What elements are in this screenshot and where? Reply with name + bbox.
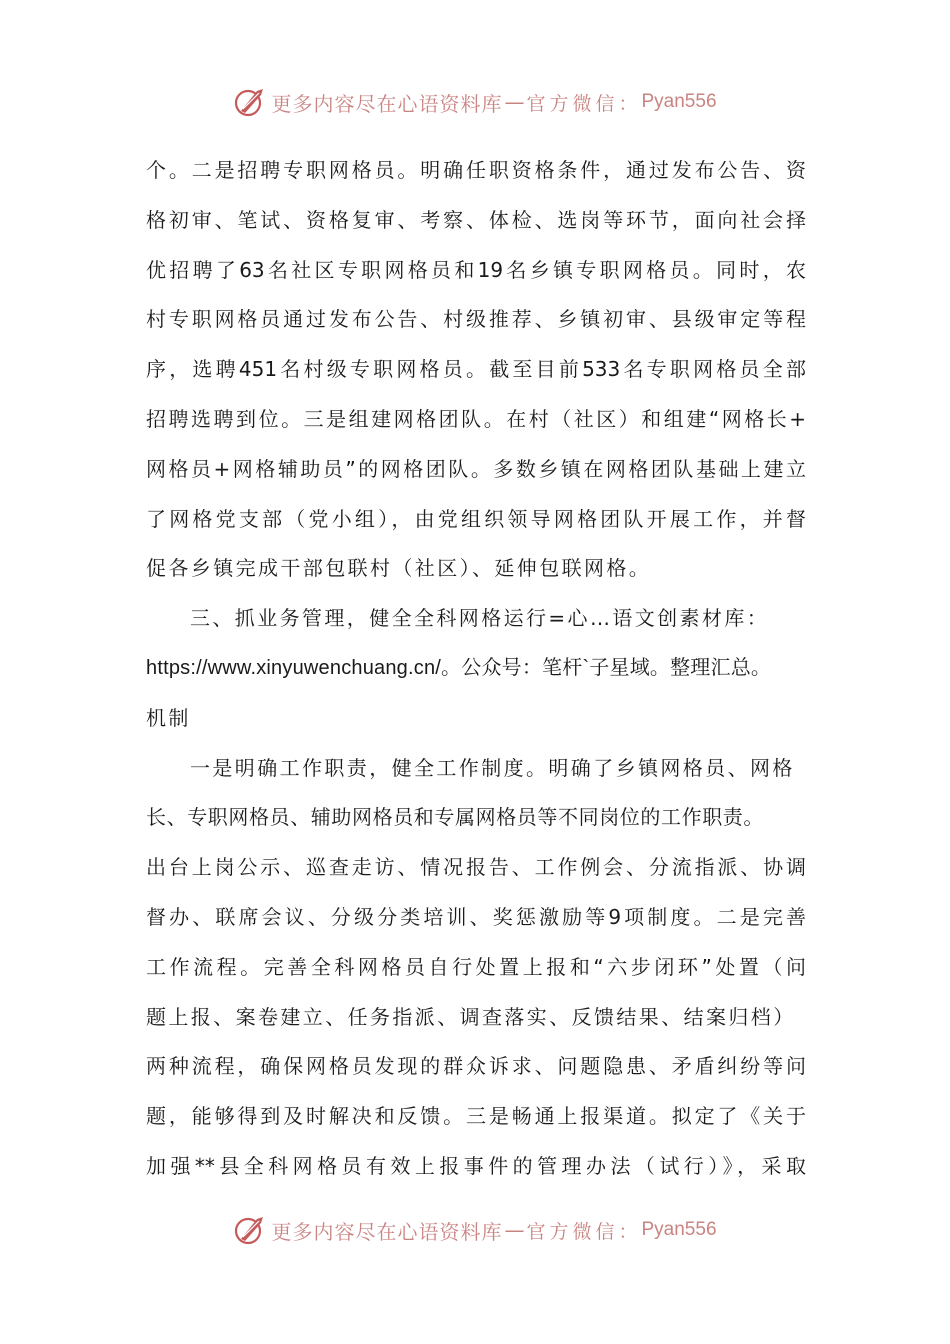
body-line: 题上报、案卷建立、任务指派、调查落实、反馈结果、结案归档） [146,1004,796,1029]
body-line: 督办、联席会议、分级分类培训、奖惩激励等9项制度。二是完善 [146,904,806,929]
body-line: 格初审、笔试、资格复审、考察、体检、选岗等环节，面向社会择 [146,207,806,232]
body-line: 优招聘了63名社区专职网格员和19名乡镇专职网格员。同时，农 [146,257,806,282]
banner-dash: — [504,90,525,114]
quill-logo-icon [233,1213,267,1247]
body-line: 序，选聘451名村级专职网格员。截至目前533名专职网格员全部 [146,357,806,382]
banner-wechat-label: 官方微信： [526,1220,642,1243]
body-line: 个。二是招聘专职网格员。明确任职资格条件，通过发布公告、资 [146,158,806,182]
body-line: 题，能够得到及时解决和反馈。三是畅通上报渠道。拟定了《关于 [146,1104,806,1129]
banner-dash: — [504,1218,525,1242]
banner-wechat-label: 官方微信： [526,92,642,115]
body-line: 招聘选聘到位。三是组建网格团队。在村（社区）和组建“网格长+ [146,406,806,431]
body-line: 加强**县全科网格员有效上报事件的管理办法（试行）》，采取 [146,1153,806,1178]
body-line-url: https://www.xinyuwenchuang.cn/。公众号：笔杆`子星域。整理汇总。 [146,656,772,679]
section-heading-line: 三、抓业务管理，健全全科网格运行=心…语文创素材库： [190,606,770,631]
body-line: 村专职网格员通过发布公告、村级推荐、乡镇初审、县级审定等程 [146,307,806,332]
body-line: 出台上岗公示、巡查走访、情况报告、工作例会、分流指派、协调 [146,855,806,880]
body-line: 促各乡镇完成干部包联村（社区）、延伸包联网格。 [146,556,652,581]
banner-brand-text: 更多内容尽在心语资料库 [271,91,503,116]
body-line: 网格员+网格辅助员”的网格团队。多数乡镇在网格团队基础上建立 [146,456,806,481]
banner-wechat-id: Pyan556 [641,91,717,112]
banner-wechat-id: Pyan556 [641,1219,717,1240]
banner-brand-text: 更多内容尽在心语资料库 [271,1219,503,1244]
body-line: 一是明确工作职责，健全工作制度。明确了乡镇网格员、网格 [190,755,795,780]
footer-banner [0,1208,950,1252]
quill-logo-icon [233,85,267,119]
document-body [146,146,806,1192]
header-banner [0,80,950,124]
body-line: 了网格党支部（党小组），由党组织领导网格团队开展工作，并督 [146,506,806,531]
body-line: 工作流程。完善全科网格员自行处置上报和“六步闭环”处置（问 [146,954,806,979]
body-line: 机制 [146,705,191,730]
body-line: 长、专职网格员、辅助网格员和专属网格员等不同岗位的工作职责。 [146,805,764,830]
body-line: 两种流程，确保网格员发现的群众诉求、问题隐患、矛盾纠纷等问 [146,1054,806,1079]
